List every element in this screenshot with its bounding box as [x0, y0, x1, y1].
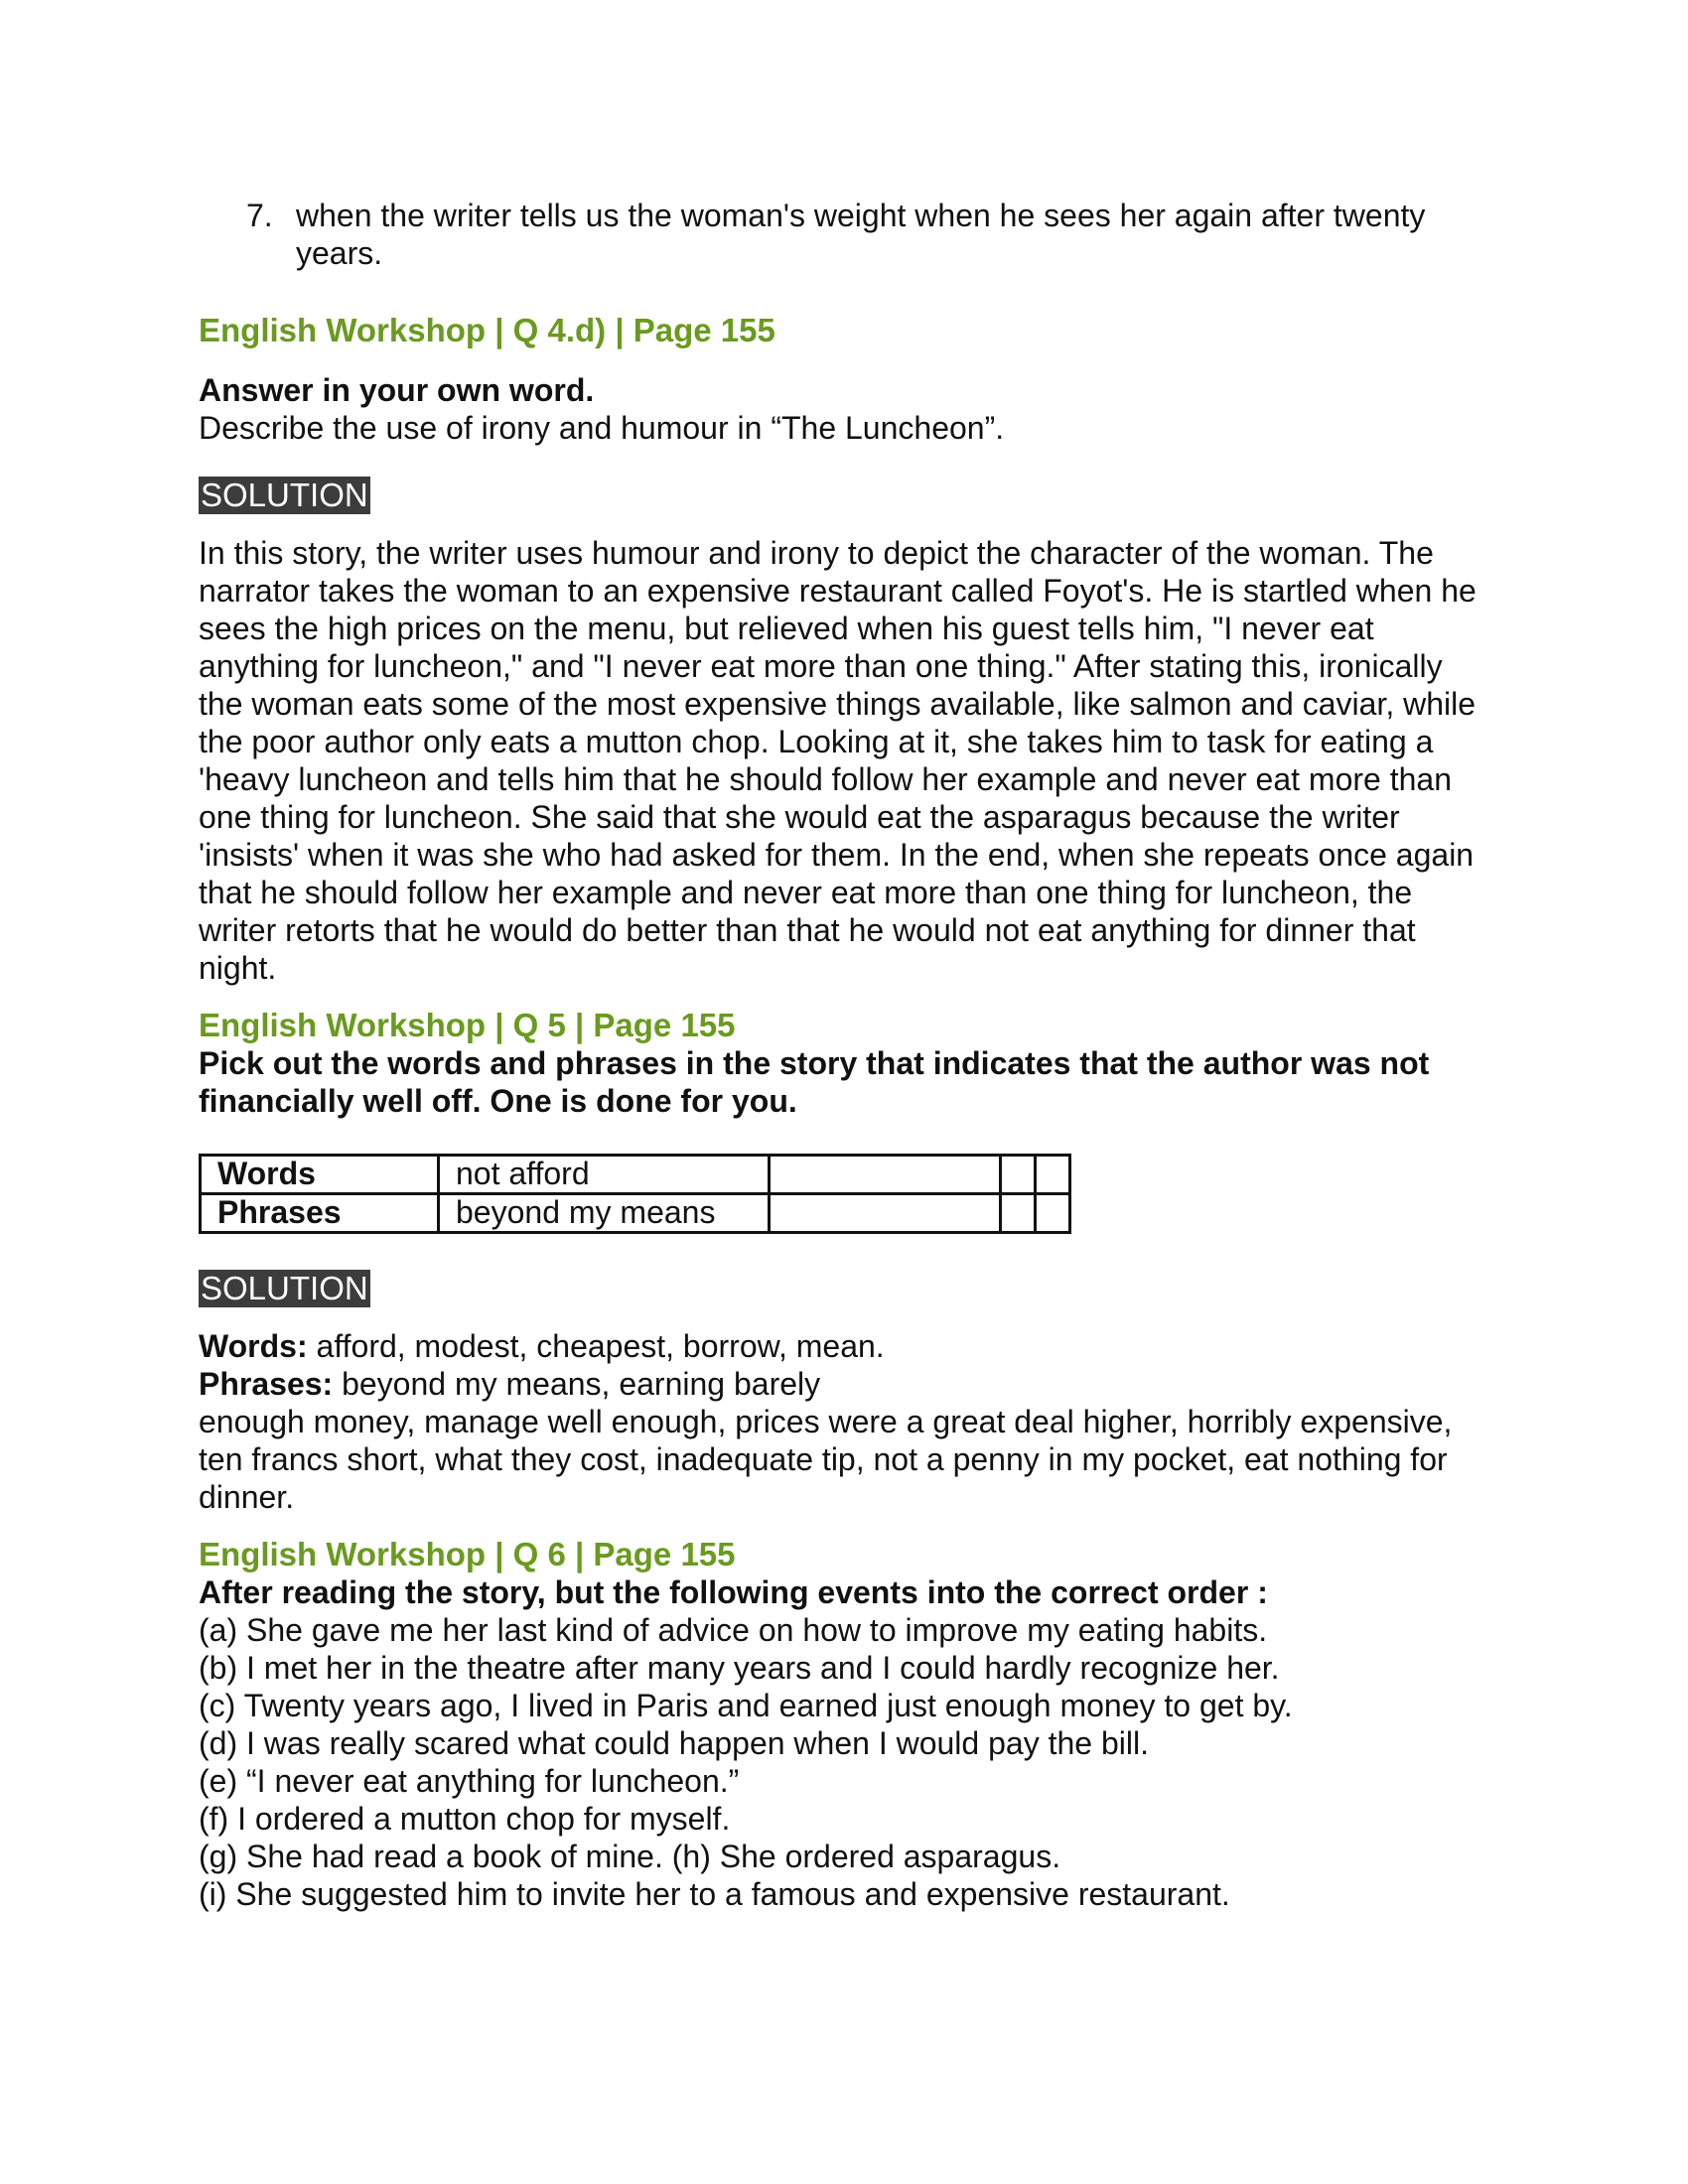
- table-cell-example: beyond my means: [439, 1194, 770, 1233]
- event-item: (c) Twenty years ago, I lived in Paris and earned just enough money to get by.: [199, 1688, 1293, 1723]
- q5-phrases-answer: [199, 1365, 1499, 1403]
- q4d-heading: English Workshop | Q 4.d) | Page 155: [199, 312, 775, 348]
- event-item: (e) “I never eat anything for luncheon.”: [199, 1763, 740, 1799]
- table-cell-empty: [770, 1194, 1001, 1233]
- table-cell-empty: [1001, 1194, 1036, 1233]
- list-number: 7.: [246, 198, 273, 233]
- phrases-label: Phrases:: [199, 1366, 334, 1402]
- event-item: (i) She suggested him to invite her to a famous and expensive restaurant.: [199, 1876, 1230, 1912]
- table-cell-empty: [1001, 1156, 1036, 1194]
- table-cell-empty: [770, 1156, 1001, 1194]
- q4d-answer: In this story, the writer uses humour and irony to depict the character of the woman. The narrator takes the woman to an expensive restaurant called Foyot's. He is startled when he sees the high prices on the menu, but relieved when his guest tells him, "I never eat anything for luncheon," and "I never eat more than one thing." After stating this, ironically the woman eats some of the most expensive things available, like salmon and caviar, while the poor author only eats a mutton chop. Looking at it, she takes him to task for eating a 'heavy luncheon and tells him that he should follow her example and never eat more than one thing for luncheon. She said that she would eat the asparagus because the writer 'insists' when it was she who had asked for them. In the end, when she repeats once again that he should follow her example and never eat more than one thing for luncheon, the writer retorts that he would do better than that he would not eat anything for dinner that night.: [199, 535, 1477, 986]
- words-text: afford, modest, cheapest, borrow, mean.: [307, 1328, 885, 1364]
- event-item: (a) She gave me her last kind of advice on how to improve my eating habits.: [199, 1612, 1268, 1648]
- q5-words-answer: [199, 1327, 1499, 1365]
- q5-instruction: Pick out the words and phrases in the story that indicates that the author was not financially well off. One is done for you.: [199, 1045, 1430, 1119]
- table-cell-empty: [1036, 1194, 1070, 1233]
- q4d-solution-label: SOLUTION: [201, 477, 368, 513]
- table-cell-label: Words: [201, 1156, 439, 1194]
- table-cell-label: Phrases: [201, 1194, 439, 1233]
- document-page: [199, 197, 1499, 1913]
- q6-heading: English Workshop | Q 6 | Page 155: [199, 1536, 736, 1572]
- table-cell-example: not afford: [439, 1156, 770, 1194]
- list-item-7: [246, 197, 1499, 272]
- table-cell-empty: [1036, 1156, 1070, 1194]
- q5-heading: English Workshop | Q 5 | Page 155: [199, 1007, 736, 1043]
- table-row: [201, 1194, 1070, 1233]
- q5-solution-label: SOLUTION: [201, 1270, 368, 1306]
- q4d-instruction: Answer in your own word.: [199, 372, 595, 408]
- phrases-text: beyond my means, earning barely: [333, 1366, 821, 1402]
- words-label: Words:: [199, 1328, 308, 1364]
- event-item: (g) She had read a book of mine. (h) She ordered asparagus.: [199, 1839, 1061, 1874]
- q6-instruction: After reading the story, but the following events into the correct order :: [199, 1574, 1268, 1610]
- event-item: (d) I was really scared what could happen when I would pay the bill.: [199, 1725, 1149, 1761]
- table-row: [201, 1156, 1070, 1194]
- words-phrases-table: [199, 1154, 1071, 1234]
- event-item: (f) I ordered a mutton chop for myself.: [199, 1801, 731, 1837]
- q4d-question: Describe the use of irony and humour in “The Luncheon”.: [199, 410, 1005, 446]
- q5-phrases-continued: enough money, manage well enough, prices were a great deal higher, horribly expensive, ten francs short, what they cost, inadequate tip, not a penny in my pocket, eat nothing for dinner.: [199, 1404, 1453, 1515]
- list-item-text: when the writer tells us the woman's weight when he sees her again after twenty years.: [296, 198, 1426, 271]
- event-item: (b) I met her in the theatre after many years and I could hardly recognize her.: [199, 1650, 1280, 1686]
